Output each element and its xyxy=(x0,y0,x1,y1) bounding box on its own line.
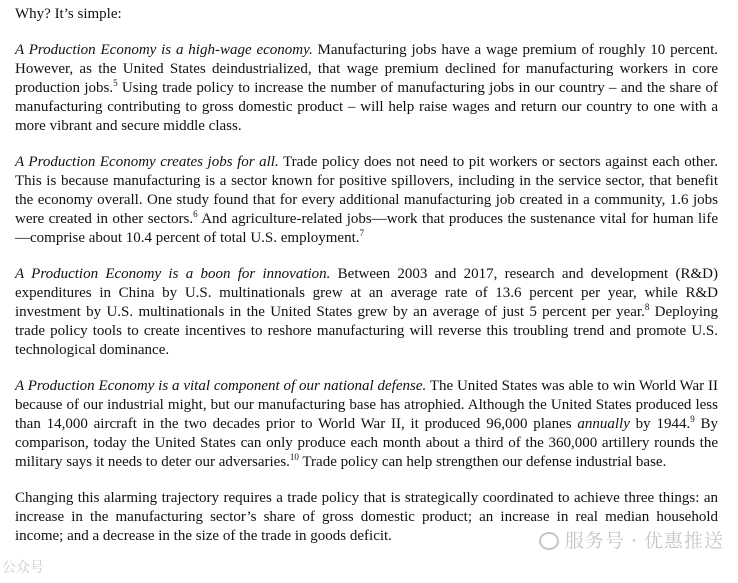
footnote-ref[interactable]: 10 xyxy=(289,452,299,462)
paragraph-innovation xyxy=(15,265,718,360)
footnote-ref[interactable]: 8 xyxy=(644,302,650,312)
footnote-ref[interactable]: 7 xyxy=(359,228,365,238)
paragraph-text: Between 2003 and 2017, research and development (R&D) expenditures in China by U.S. multinationals grew at an average rate of 13.6 percent per year, while R&D investment by U.S. multinationals in the United States grew by an average of just 5 percent per year. xyxy=(15,266,718,320)
document-body xyxy=(15,5,718,563)
paragraph-text: Manufacturing jobs have a wage premium of roughly 10 percent. However, as the United States deindustrialized, that wage premium declined for manufacturing workers in core production jobs. xyxy=(15,42,718,96)
watermark-text: 服务号 xyxy=(564,530,625,552)
footnote-ref[interactable]: 9 xyxy=(690,414,695,424)
footnote-ref[interactable]: 6 xyxy=(193,209,198,219)
paragraph-text: Deploying trade policy tools to create incentives to reshore manufacturing will reverse this troubling trend and promote U.S. technological dominance. xyxy=(15,304,719,358)
paragraph-text: Using trade policy to increase the number of manufacturing jobs in our country – and the share of manufacturing contributing to gross domestic product – will help raise wages and return our country to one with a more vibrant and secure middle class. xyxy=(15,80,719,134)
paragraph-text: Trade policy does not need to pit workers or sectors against each other. This is because manufacturing is a sector known for positive spillovers, including in the service sector, that benefit the economy overall. One study found that for every additional manufacturing job created in a community, 1.6 jobs were created in other sectors. xyxy=(15,154,718,227)
paragraph-conclusion: Changing this alarming trajectory requires a trade policy that is strategically coordinated to achieve three things: an increase in the manufacturing sector’s share of gross domestic product; an increase in real median household income; and a decrease in the size of the trade in goods deficit. xyxy=(15,490,718,544)
watermark-left xyxy=(2,557,44,577)
paragraph-lead: A Production Economy is a high-wage economy. xyxy=(15,42,313,58)
wechat-icon xyxy=(539,532,559,550)
paragraph-text: And agriculture-related jobs—work that produces the sustenance vital for human life—comprise about 10.4 percent of total U.S. employment. xyxy=(15,211,718,246)
paragraph-text: The United States was able to win World War II because of our industrial might, but our manufacturing base has atrophied. Although the United States produced less than 14,000 aircraft in the two decades prior to World War II, it produced 96,000 planes xyxy=(15,378,719,432)
paragraph-text: By comparison, today the United States can only produce each month about a third of the 360,000 artillery rounds the military says it needs to deter our adversaries. xyxy=(15,416,718,470)
paragraph-jobs xyxy=(15,153,718,248)
paragraph-lead: A Production Economy is a boon for innovation. xyxy=(15,266,331,282)
watermark-text: 优惠推送 xyxy=(643,530,724,552)
paragraph-lead: A Production Economy creates jobs for all. xyxy=(15,154,279,170)
paragraph-text: Trade policy can help strengthen our defense industrial base. xyxy=(298,454,667,470)
paragraph-defense xyxy=(15,377,718,472)
paragraph-high-wage xyxy=(15,41,718,136)
paragraph-lead: A Production Economy is a vital component of our national defense. xyxy=(15,378,427,394)
footnote-ref[interactable]: 5 xyxy=(113,78,118,88)
watermark xyxy=(539,526,724,553)
intro-line: Why? It’s simple: xyxy=(15,6,122,22)
watermark-separator: · xyxy=(630,530,638,552)
watermark-left-text: 公众号 xyxy=(2,560,44,576)
paragraph-text: by 1944. xyxy=(629,416,691,432)
emphasis-annually: annually xyxy=(577,416,630,432)
